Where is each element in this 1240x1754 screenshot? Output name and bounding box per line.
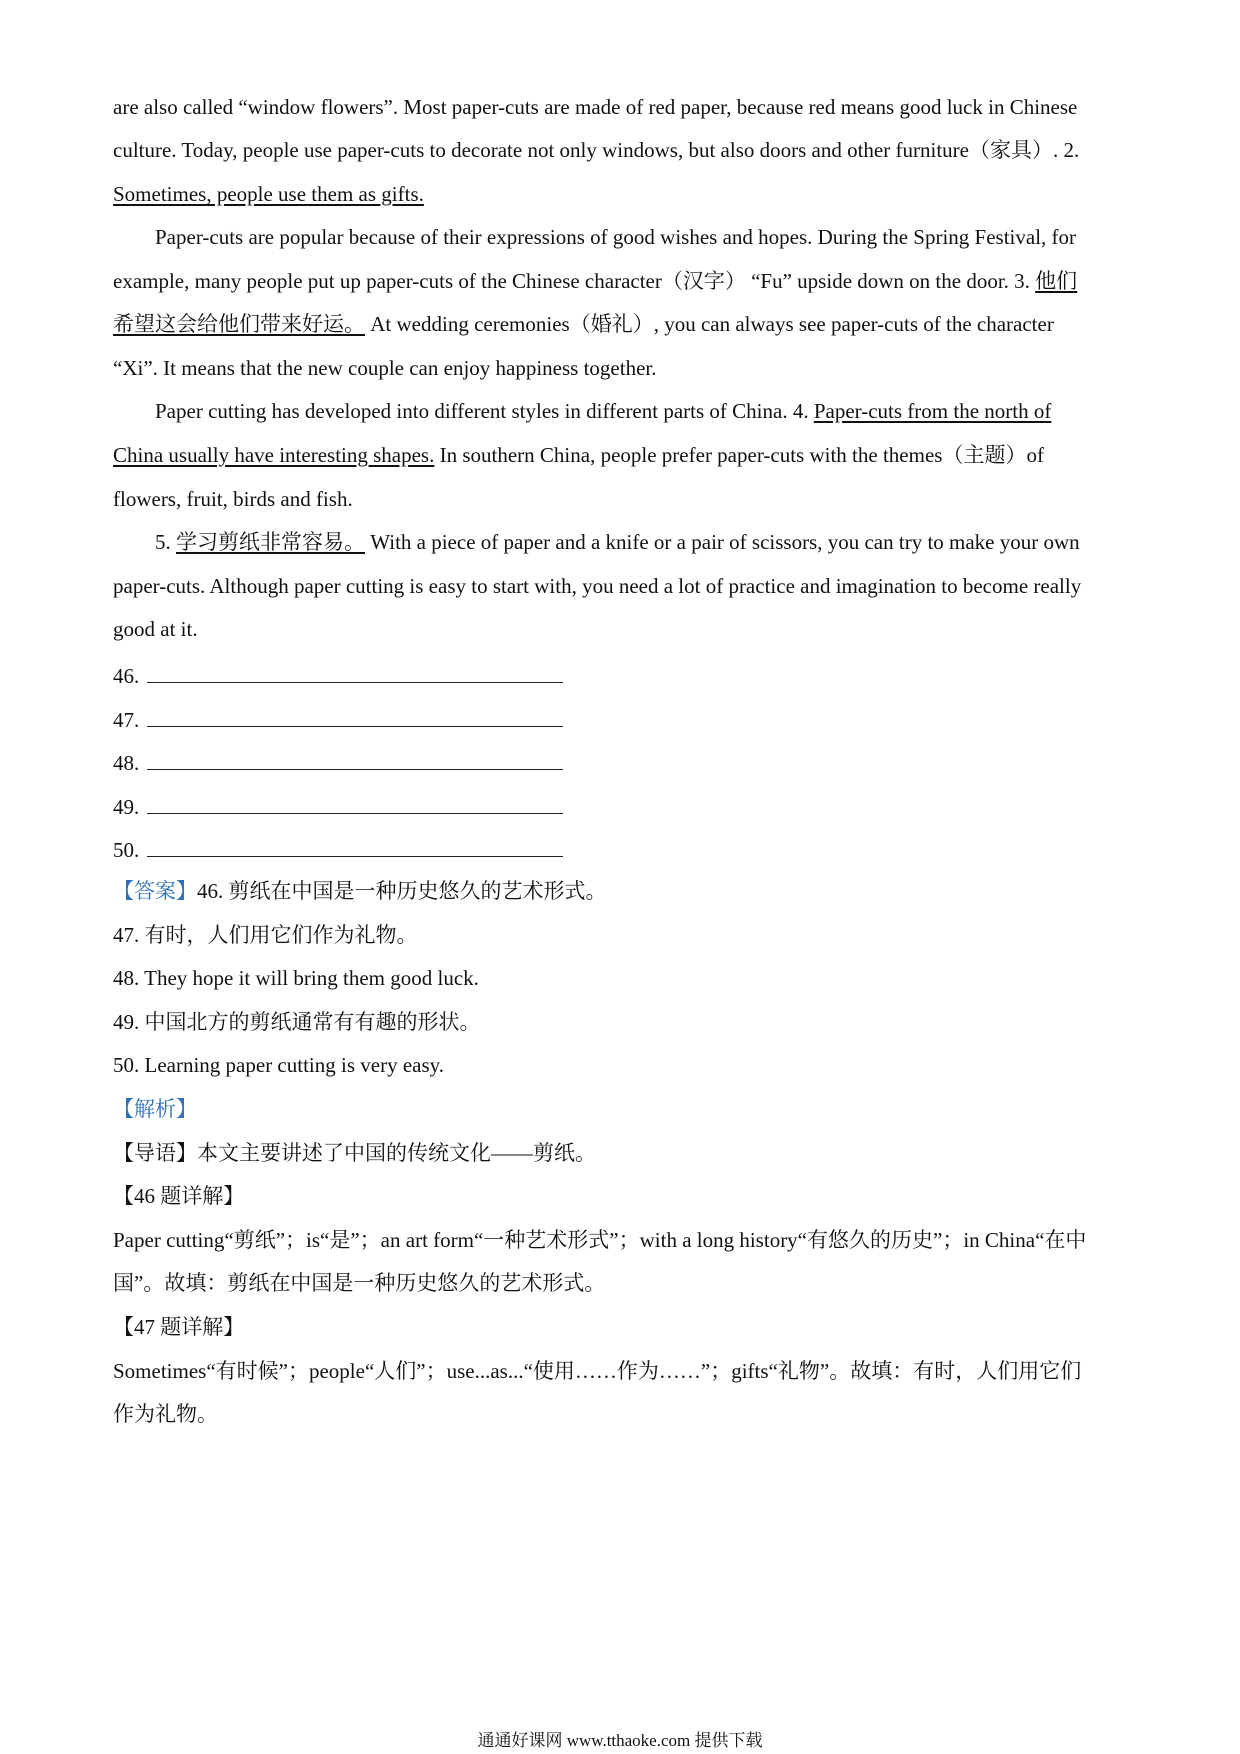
underlined-sentence-2: Sometimes, people use them as gifts. <box>113 182 424 206</box>
answer-blank-49 <box>113 794 563 818</box>
passage-line <box>155 401 1051 422</box>
passage-text: Paper cutting has developed into different styles in different parts of China. 4. <box>155 399 814 423</box>
passage-text: With a piece of paper and a knife or a pair of scissors, you can try to make your own <box>365 530 1080 554</box>
analysis-line <box>113 1404 218 1425</box>
blank-number: 49. <box>113 795 140 819</box>
analysis-line <box>113 1099 197 1120</box>
answer-line <box>113 1012 481 1033</box>
passage-line <box>155 532 1080 553</box>
analysis-tag: 【解析】 <box>113 1097 197 1121</box>
blank-number: 48. <box>113 751 140 775</box>
blank-line <box>147 794 563 814</box>
answer-blank-50 <box>113 837 563 861</box>
underlined-sentence-4: China usually have interesting shapes. <box>113 443 435 467</box>
underlined-sentence-3: 希望这会给他们带来好运。 <box>113 312 365 336</box>
passage-line <box>113 619 198 640</box>
analysis-line <box>113 1230 1086 1251</box>
answer-blank-47 <box>113 707 563 731</box>
passage-line <box>113 271 1077 292</box>
analysis-line <box>113 1186 244 1207</box>
passage-text: In southern China, people prefer paper-cuts with the themes（主题）of <box>434 443 1044 467</box>
blank-number: 46. <box>113 664 140 688</box>
blank-number: 50. <box>113 838 140 862</box>
passage-text: flowers, fruit, birds and fish. <box>113 487 353 511</box>
passage-line <box>113 489 353 510</box>
q47-explanation: 作为礼物。 <box>113 1402 218 1426</box>
answer-49: 49. 中国北方的剪纸通常有有趣的形状。 <box>113 1010 481 1034</box>
passage-text: “Xi”. It means that the new couple can enjoy happiness together. <box>113 356 657 380</box>
q46-explanation: Paper cutting“剪纸”；is“是”；an art form“一种艺术形式”；with a long history“有悠久的历史”；in China“在中 <box>113 1228 1087 1252</box>
answer-line <box>113 881 607 902</box>
q47-explanation: Sometimes“有时候”；people“人们”；use...as...“使用……作为……”；gifts“礼物”。故填：有时，人们用它们 <box>113 1359 1082 1383</box>
passage-line <box>155 227 1076 248</box>
passage-line <box>113 184 424 205</box>
passage-line <box>113 97 1077 118</box>
passage-line <box>113 358 657 379</box>
blank-line <box>147 837 563 857</box>
answer-50: 50. Learning paper cutting is very easy. <box>113 1053 445 1077</box>
q47-title: 【47 题详解】 <box>113 1315 245 1339</box>
analysis-line <box>113 1317 244 1338</box>
passage-text: are also called “window flowers”. Most paper-cuts are made of red paper, because red means good luck in Chinese <box>113 95 1078 119</box>
passage-text: culture. Today, people use paper-cuts to decorate not only windows, but also doors and other furniture（家具）. 2. <box>113 138 1080 162</box>
answer-47: 47. 有时，人们用它们作为礼物。 <box>113 923 418 947</box>
answer-line <box>113 1055 444 1076</box>
passage-line <box>113 140 1079 161</box>
underlined-sentence-4: Paper-cuts from the north of <box>813 399 1052 423</box>
passage-line <box>113 576 1081 597</box>
answer-tag: 【答案】 <box>113 879 197 903</box>
q46-title: 【46 题详解】 <box>113 1184 245 1208</box>
passage-text: 5. <box>155 530 176 554</box>
answer-46: 46. 剪纸在中国是一种历史悠久的艺术形式。 <box>197 879 607 903</box>
q46-explanation: 国”。故填：剪纸在中国是一种历史悠久的艺术形式。 <box>113 1271 606 1295</box>
passage-text: good at it. <box>113 617 198 641</box>
blank-number: 47. <box>113 708 140 732</box>
underlined-sentence-5: 学习剪纸非常容易。 <box>176 530 365 554</box>
answer-48: 48. They hope it will bring them good luck. <box>113 966 479 990</box>
analysis-intro: 【导语】本文主要讲述了中国的传统文化——剪纸。 <box>113 1141 596 1165</box>
page-footer: 通通好课网 www.tthaoke.com 提供下载 <box>477 1731 763 1750</box>
answer-blank-48 <box>113 750 563 774</box>
underlined-sentence-3: 他们 <box>1035 269 1078 293</box>
passage-text: example, many people put up paper-cuts of the Chinese character（汉字） “Fu” upside down on the door. 3. <box>113 269 1036 293</box>
passage-line <box>113 314 1054 335</box>
passage-line <box>113 445 1044 466</box>
analysis-line <box>113 1361 1081 1382</box>
blank-line <box>147 663 563 683</box>
answer-line <box>113 968 479 989</box>
answer-blank-46 <box>113 663 563 687</box>
passage-text: At wedding ceremonies（婚礼）, you can always see paper-cuts of the character <box>365 312 1054 336</box>
blank-line <box>147 707 563 727</box>
passage-text: paper-cuts. Although paper cutting is easy to start with, you need a lot of practice and imagination to become really <box>113 574 1082 598</box>
passage-text: Paper-cuts are popular because of their expressions of good wishes and hopes. During the Spring Festival, for <box>155 225 1077 249</box>
analysis-line <box>113 1143 596 1164</box>
blank-line <box>147 750 563 770</box>
analysis-line <box>113 1273 605 1294</box>
answer-line <box>113 925 418 946</box>
